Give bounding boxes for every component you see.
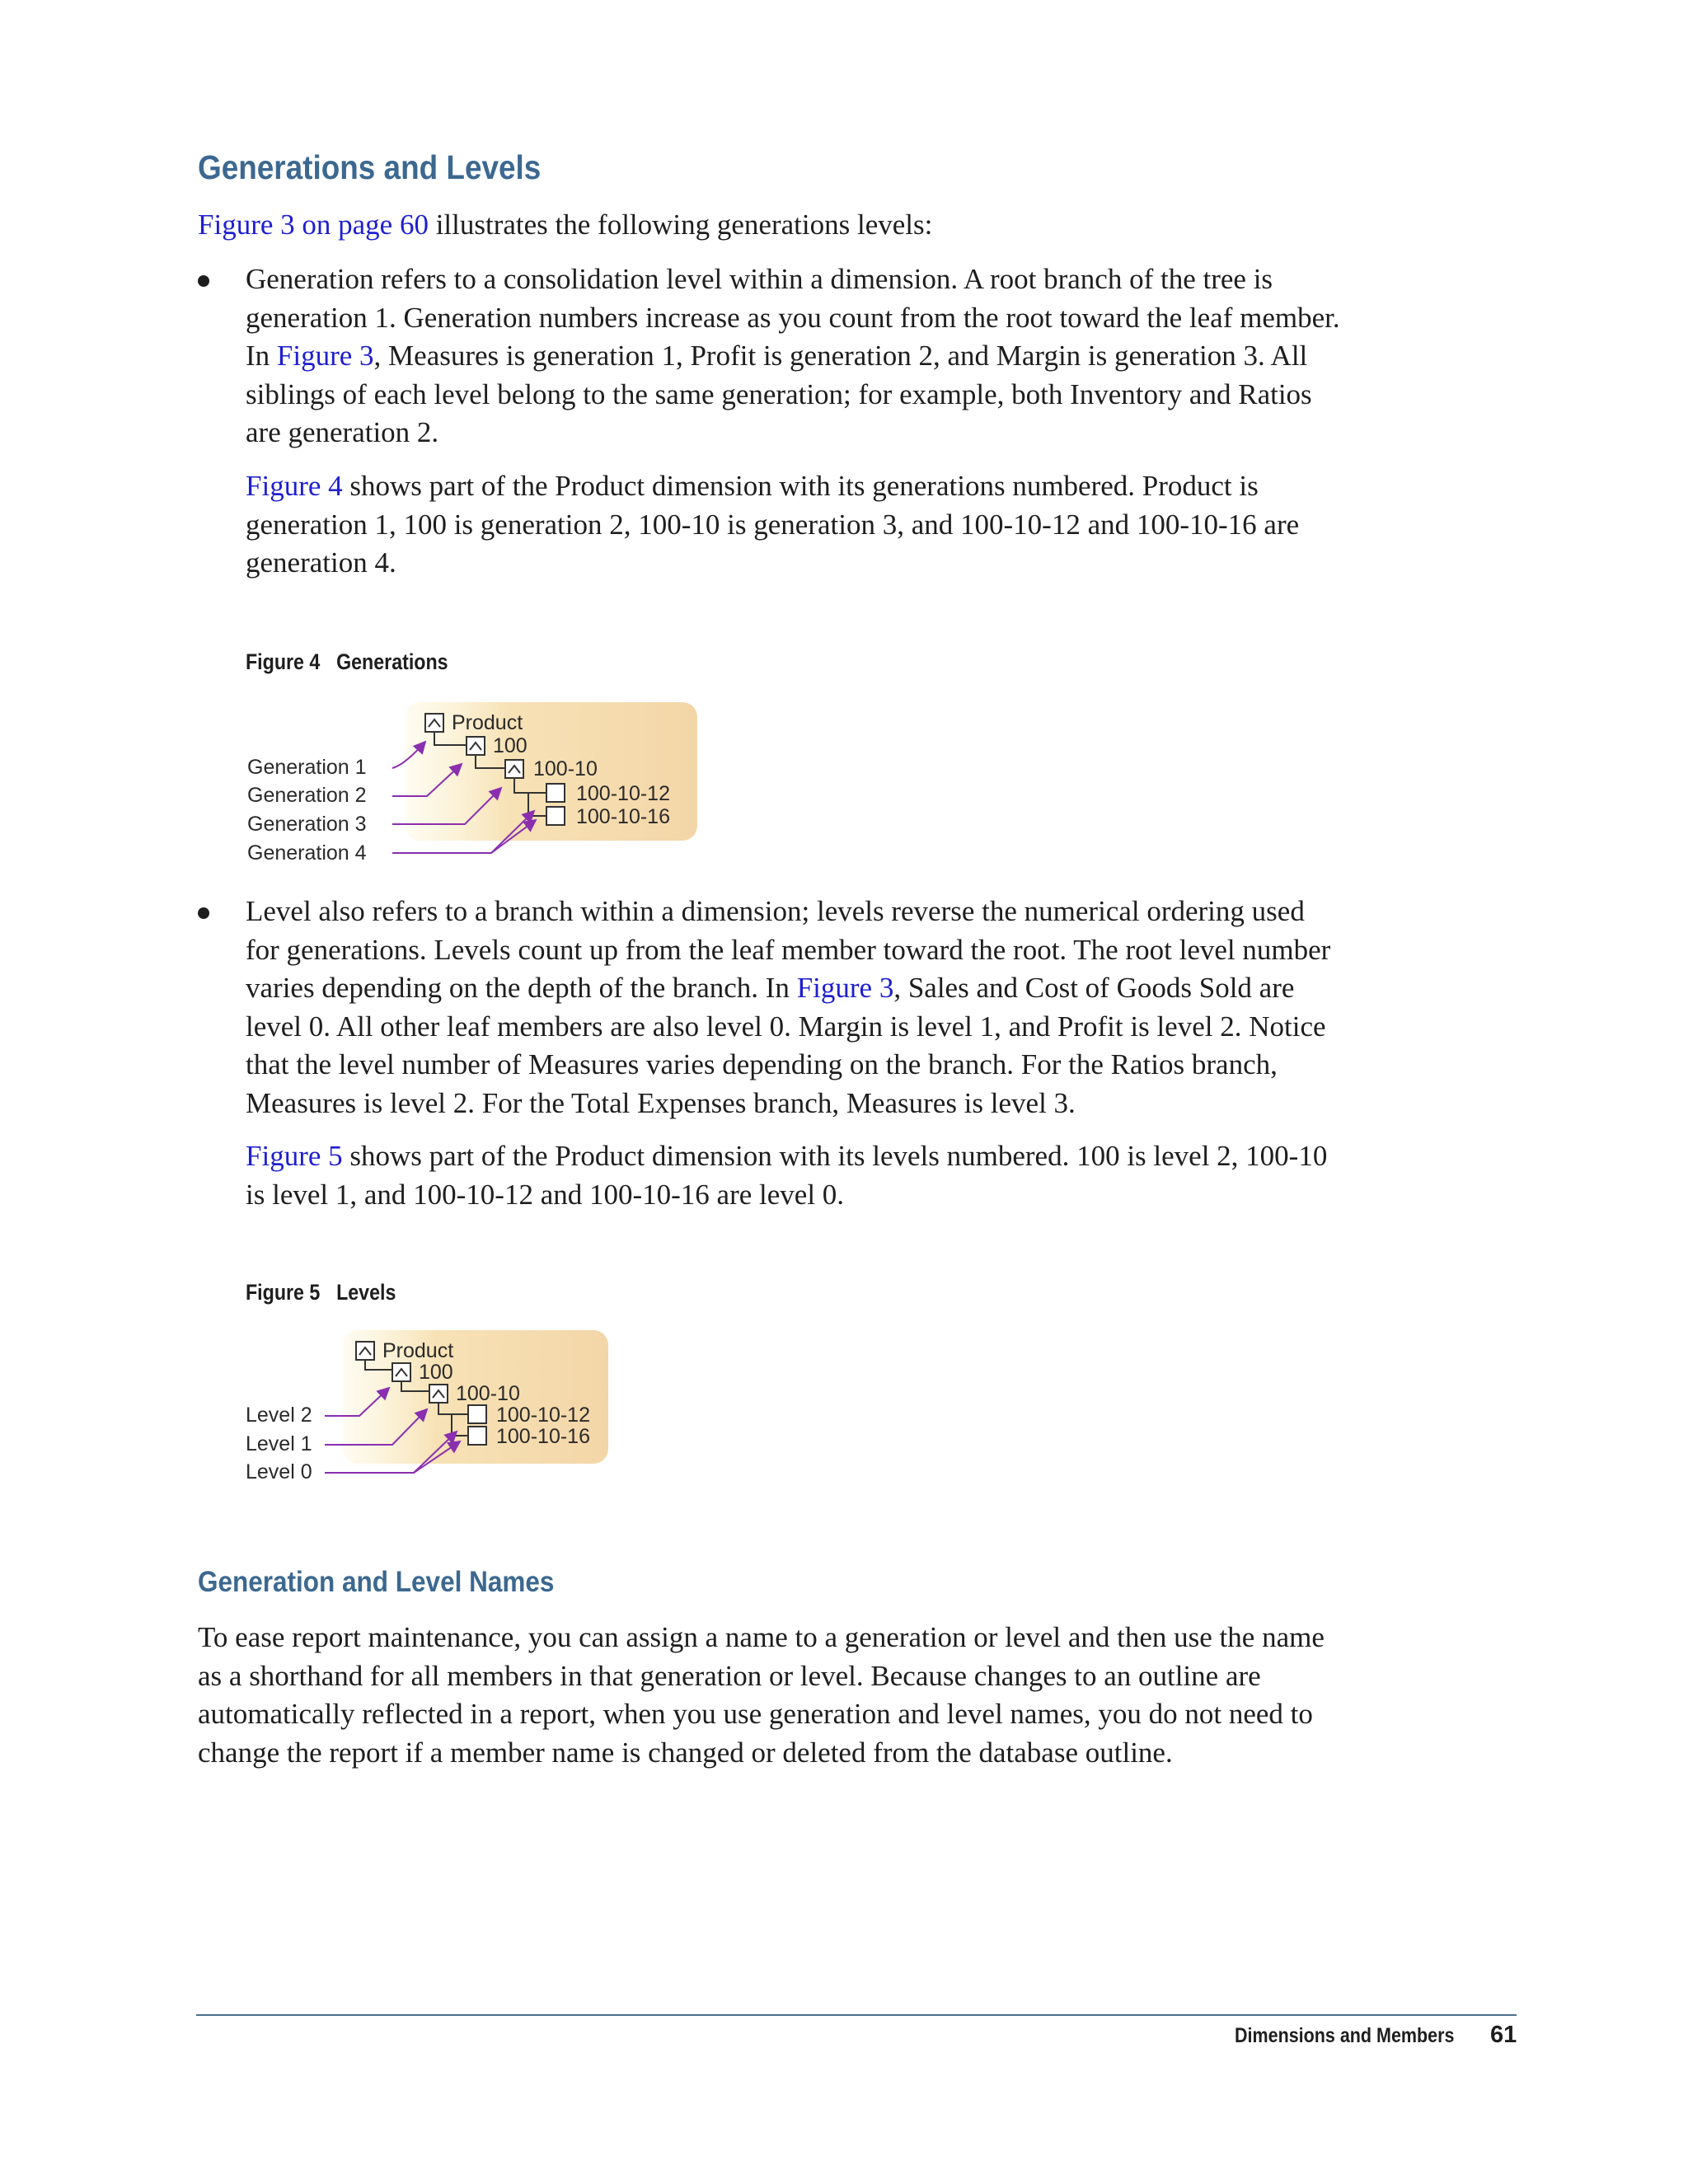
member-100-10-12: 100-10-12 bbox=[576, 782, 670, 805]
member-100-10-16: 100-10-16 bbox=[576, 805, 670, 828]
footer-title: Dimensions and Members bbox=[1235, 2024, 1455, 2047]
figure-3-link[interactable]: Figure 3 on page 60 bbox=[198, 209, 429, 241]
figure-4-link[interactable]: Figure 4 bbox=[246, 470, 343, 502]
label-level-0: Level 0 bbox=[246, 1460, 312, 1483]
figure-5-title: Levels bbox=[336, 1280, 396, 1305]
level-text-b: , Sales and Cost of Goods Sold are level 0. All other leaf members are also level 0. Margin is level 1, and Profit is level 2. Notice that the level number of Measures varies depending on the branch. For the Ratios branch, Measures is level 2. For the Total Expenses branch, Measures is level 3. bbox=[246, 972, 1326, 1119]
label-generation-2: Generation 2 bbox=[247, 784, 367, 807]
member-100: 100 bbox=[419, 1361, 453, 1384]
label-generation-1: Generation 1 bbox=[247, 756, 367, 779]
figure-3-link[interactable]: Figure 3 bbox=[276, 340, 374, 372]
generation-text-b: , Measures is generation 1, Profit is generation 2, and Margin is generation 3. All siblings of each level belong to the same generation; for example, both Inventory and Ratios are generation 2. bbox=[246, 340, 1312, 448]
bullet-generation bbox=[198, 275, 209, 287]
intro-paragraph bbox=[198, 206, 1352, 245]
page-number: 61 bbox=[1490, 2022, 1517, 2048]
level-text-a: Level also refers to a branch within a dimension; levels reverse the numerical ordering used for generations. Levels count up from the leaf member toward the root. The root level number varies depending on the depth of the branch. In bbox=[246, 895, 1331, 1004]
member-100-10: 100-10 bbox=[533, 757, 598, 780]
figure-4-caption bbox=[246, 649, 448, 675]
footer-rule bbox=[196, 2014, 1517, 2016]
figure-5-levels bbox=[244, 1329, 623, 1497]
figure-3-link[interactable]: Figure 3 bbox=[796, 972, 894, 1004]
figure-4-number: Figure 4 bbox=[246, 649, 321, 674]
subsection-heading: Generation and Level Names bbox=[198, 1566, 555, 1598]
label-level-1: Level 1 bbox=[246, 1432, 312, 1455]
figure-4-generations bbox=[244, 701, 706, 878]
bullet-level bbox=[198, 907, 209, 919]
intro-text: illustrates the following generations levels: bbox=[428, 209, 933, 241]
generation-text-a: Generation refers to a consolidation level within a dimension. A root branch of the tree is generation 1. Generation numbers increase as you count from the root toward the leaf member. In bbox=[246, 263, 1340, 372]
levels-figure-paragraph bbox=[246, 1137, 1342, 1214]
member-100-10: 100-10 bbox=[456, 1382, 520, 1405]
names-paragraph: To ease report maintenance, you can assign a name to a generation or level and then use the name as a shorthand for all members in that generation or level. Because changes to an outline are automatically reflected in a report, when you use generation and level names, you do not need to change the report if a member name is changed or deleted from the database outline. bbox=[198, 1621, 1325, 1769]
level-paragraph bbox=[246, 893, 1342, 1122]
section-heading: Generations and Levels bbox=[198, 148, 542, 186]
figure-5-caption bbox=[246, 1280, 396, 1305]
levels-figure-text: shows part of the Product dimension with its levels numbered. 100 is level 2, 100-10 is level 1, and 100-10-12 and 100-10-16 are level 0. bbox=[246, 1140, 1328, 1211]
member-product: Product bbox=[452, 711, 523, 734]
generations-figure-paragraph bbox=[246, 467, 1342, 583]
member-100: 100 bbox=[493, 734, 528, 757]
generations-figure-text: shows part of the Product dimension with its generations numbered. Product is generation 1, 100 is generation 2, 100-10 is generation 3, and 100-10-12 and 100-10-16 are generation 4. bbox=[246, 470, 1300, 579]
member-product: Product bbox=[382, 1339, 454, 1362]
member-100-10-12: 100-10-12 bbox=[496, 1404, 590, 1427]
figure-4-title: Generations bbox=[336, 649, 448, 674]
figure-5-number: Figure 5 bbox=[246, 1280, 321, 1305]
label-generation-3: Generation 3 bbox=[247, 813, 367, 836]
label-generation-4: Generation 4 bbox=[247, 841, 367, 865]
member-100-10-16: 100-10-16 bbox=[496, 1425, 590, 1448]
label-level-2: Level 2 bbox=[246, 1404, 312, 1427]
figure-5-link[interactable]: Figure 5 bbox=[246, 1140, 343, 1172]
generation-paragraph bbox=[246, 260, 1342, 452]
